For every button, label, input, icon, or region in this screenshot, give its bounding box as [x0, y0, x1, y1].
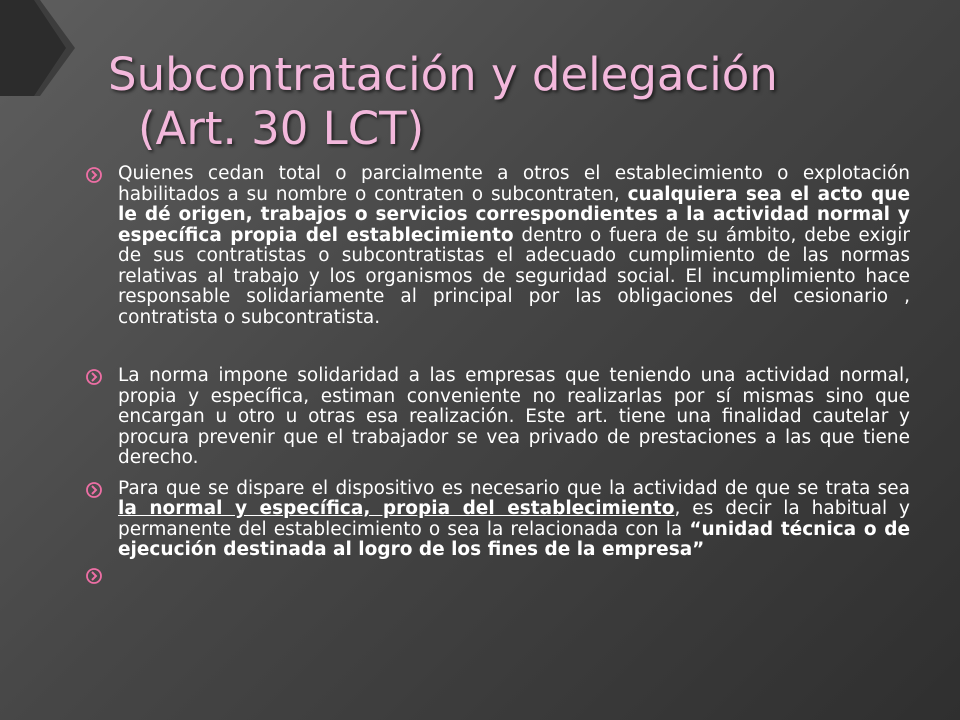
bullet-item-4-empty: [84, 565, 910, 586]
bullet-4-text: [118, 564, 124, 585]
circled-chevron-right-icon: [84, 566, 104, 586]
bullet-item-3: [84, 479, 910, 561]
bullet-list: [84, 164, 910, 585]
circled-chevron-right-icon: [84, 165, 104, 185]
slide-title: [108, 48, 908, 156]
bullet-item-2: [84, 366, 910, 469]
title-line-1: Subcontratación y delegación: [108, 48, 778, 101]
bullet-3-bold-text: “unidad técnica o de ejecución destinada al logro de los fines de la empresa”: [118, 518, 911, 560]
bullet-1-bold-text: cualquiera sea el acto que le dé origen, trabajos o servicios correspondientes a la actividad normal y específica propia del establecimiento: [118, 183, 911, 246]
title-line-2: (Art. 30 LCT): [138, 102, 425, 155]
circled-chevron-right-icon: [84, 367, 104, 387]
bullet-3-text-a: Para que se dispare el dispositivo es necesario que la actividad de que se trata sea: [118, 477, 910, 499]
bullet-1-text-b: dentro o fuera de su ámbito, debe exigir de sus contratistas o subcontratistas el adecuado cumplimiento de las normas relativas al trabajo y los organismos de seguridad social. El incumplimiento hace responsable solidariamente al principal por las obligaciones del cesionario , contratista o subcontratista.: [118, 224, 910, 328]
bullet-item-1: [84, 164, 910, 328]
bullet-1-text-a: Quienes cedan total o parcialmente a otros el establecimiento o explotación habilitados a su nombre o contraten o subcontraten,: [118, 163, 910, 205]
bullet-3-underlined-text: la normal y específica, propia del establecimiento: [118, 498, 675, 519]
circled-chevron-right-icon: [84, 480, 104, 500]
bullet-3-text-b: , es decir la habitual y permanente del establecimiento o sea la relacionada con la: [118, 498, 910, 540]
bullet-2-text: La norma impone solidaridad a las empresas que teniendo una actividad normal, propia y específica, estiman conveniente no realizarlas por sí mismas sino que encargan u otro u otras esa realización. Este art. tiene una finalidad cautelar y procura prevenir que el trabajador se vea privado de prestaciones a las que tiene derecho.: [118, 365, 910, 468]
